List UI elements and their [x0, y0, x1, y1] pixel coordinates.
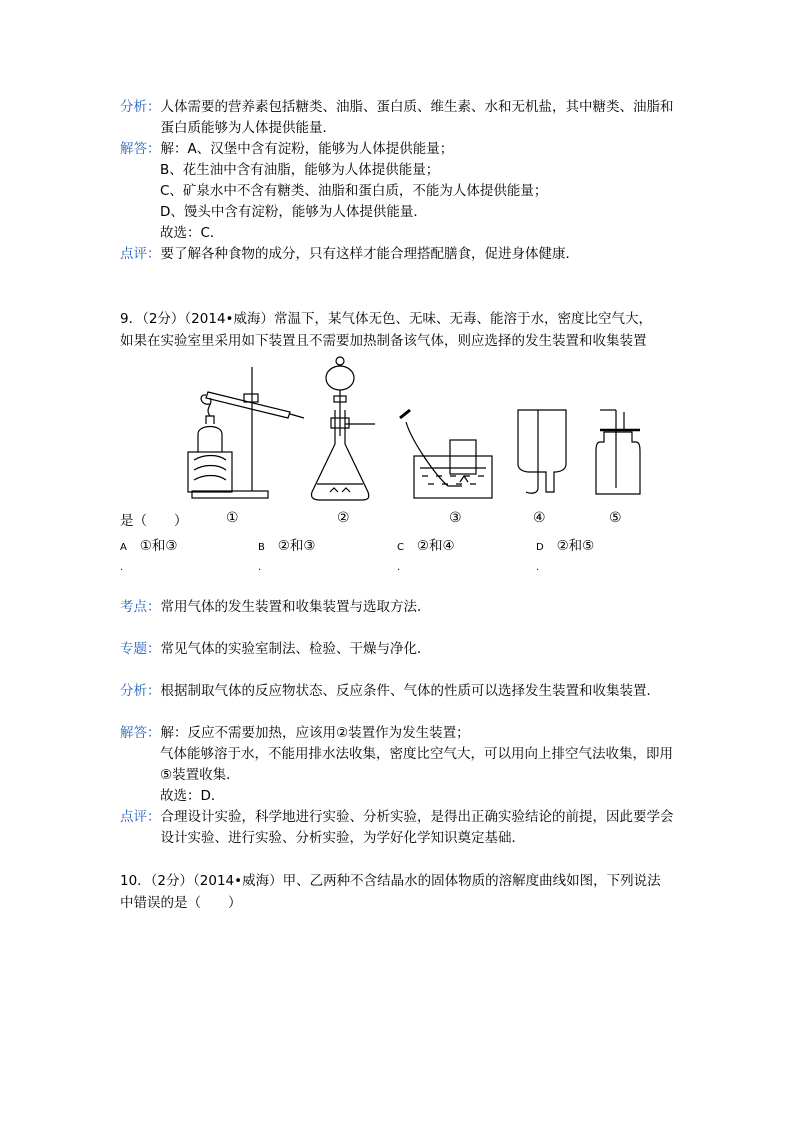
answer-line: C、矿泉水中不含有糖类、油脂和蛋白质，不能为人体提供能量； [160, 183, 548, 199]
q10-stem [120, 870, 680, 914]
zhuanti-label: 专题： [120, 641, 161, 657]
q9-answer [120, 723, 680, 807]
zhuanti-text: 常见气体的实验室制法、检验、干燥与净化． [160, 641, 431, 657]
q8-analysis [120, 97, 680, 139]
answer-line: 气体能够溶于水，不能用排水法收集，密度比空气大，可以用向上排空气法收集，即用⑤装置收集． [160, 746, 673, 783]
answer-label: 解答： [120, 725, 161, 741]
analysis-text: 人体需要的营养素包括糖类、油脂、蛋白质、维生素、水和无机盐，其中糖类、油脂和蛋白质能够为人体提供能量． [160, 99, 674, 136]
answer-line: 故选：D． [160, 788, 225, 804]
q9-analysis [120, 681, 680, 702]
q9-comment [120, 807, 680, 849]
heating-apparatus-icon [188, 367, 304, 498]
stem-line: 如果在实验室里采用如下装置且不需要加热制备该气体，则应选择的发生装置和收集装置 [120, 333, 647, 349]
apparatus-label-2: ② [337, 510, 350, 526]
flask-funnel-icon [311, 357, 375, 500]
q9-zhuanti [120, 639, 680, 660]
analysis-label: 分析： [120, 99, 161, 115]
stem-line: 9．（2分）（2014•威海）常温下，某气体无色、无味、无毒、能溶于水，密度比空气大， [120, 311, 652, 327]
water-trough-icon [400, 410, 492, 498]
option-text: ①和③ [139, 538, 178, 554]
option-c[interactable]: C ②和④ . [397, 538, 455, 573]
option-letter: D [536, 542, 544, 553]
comment-text: 要了解各种食物的成分，只有这样才能合理搭配膳食，促进身体健康． [160, 246, 579, 262]
q9-kaodian [120, 597, 680, 618]
option-text: ②和⑤ [556, 538, 595, 554]
answer-line: D、馒头中含有淀粉，能够为人体提供能量． [160, 204, 427, 220]
apparatus-label-3: ③ [449, 510, 462, 526]
q8-comment [120, 244, 680, 265]
kaodian-label: 考点： [120, 599, 161, 615]
answer-line: 故选：C． [160, 225, 224, 241]
stem-line: 10．（2分）（2014•威海）甲、乙两种不含结晶水的固体物质的溶解度曲线如图，下列说法 [120, 873, 661, 889]
q8-answer [120, 139, 680, 244]
kaodian-text: 常用气体的发生装置和收集装置与选取方法． [160, 599, 431, 615]
stem-line: 中错误的是（ ） [120, 895, 242, 911]
apparatus-label-1: ① [226, 510, 239, 526]
answer-line: 解：A、汉堡中含有淀粉，能够为人体提供能量； [160, 141, 454, 157]
answer-label: 解答： [120, 141, 161, 157]
option-letter: B [258, 542, 265, 553]
comment-label: 点评： [120, 809, 161, 825]
comment-text: 合理设计实验，科学地进行实验、分析实验，是得出正确实验结论的前提，因此要学会设计实验、进行实验、分析实验，为学好化学知识奠定基础． [160, 809, 674, 846]
analysis-text: 根据制取气体的反应物状态、反应条件、气体的性质可以选择发生装置和收集装置． [160, 683, 660, 699]
option-a[interactable]: A ①和③ . [120, 538, 178, 573]
analysis-label: 分析： [120, 683, 161, 699]
downward-collection-icon [518, 410, 566, 493]
option-d[interactable]: D ②和⑤ . [536, 538, 595, 573]
option-letter: C [397, 542, 404, 553]
answer-line: B、花生油中含有油脂，能够为人体提供能量； [160, 162, 440, 178]
apparatus-figure [180, 352, 650, 504]
stem-line: 是（ ） [120, 513, 188, 529]
answer-line: 解：反应不需要加热，应该用②装置作为发生装置； [160, 725, 470, 741]
option-letter: A [120, 542, 127, 553]
option-b[interactable]: B ②和③ . [258, 538, 316, 573]
option-text: ②和③ [277, 538, 316, 554]
apparatus-label-5: ⑤ [609, 510, 622, 526]
q9-stem [120, 308, 680, 352]
apparatus-label-4: ④ [533, 510, 546, 526]
option-text: ②和④ [416, 538, 455, 554]
upward-collection-icon [596, 410, 640, 494]
q9-stem-end [120, 510, 680, 532]
comment-label: 点评： [120, 246, 161, 262]
